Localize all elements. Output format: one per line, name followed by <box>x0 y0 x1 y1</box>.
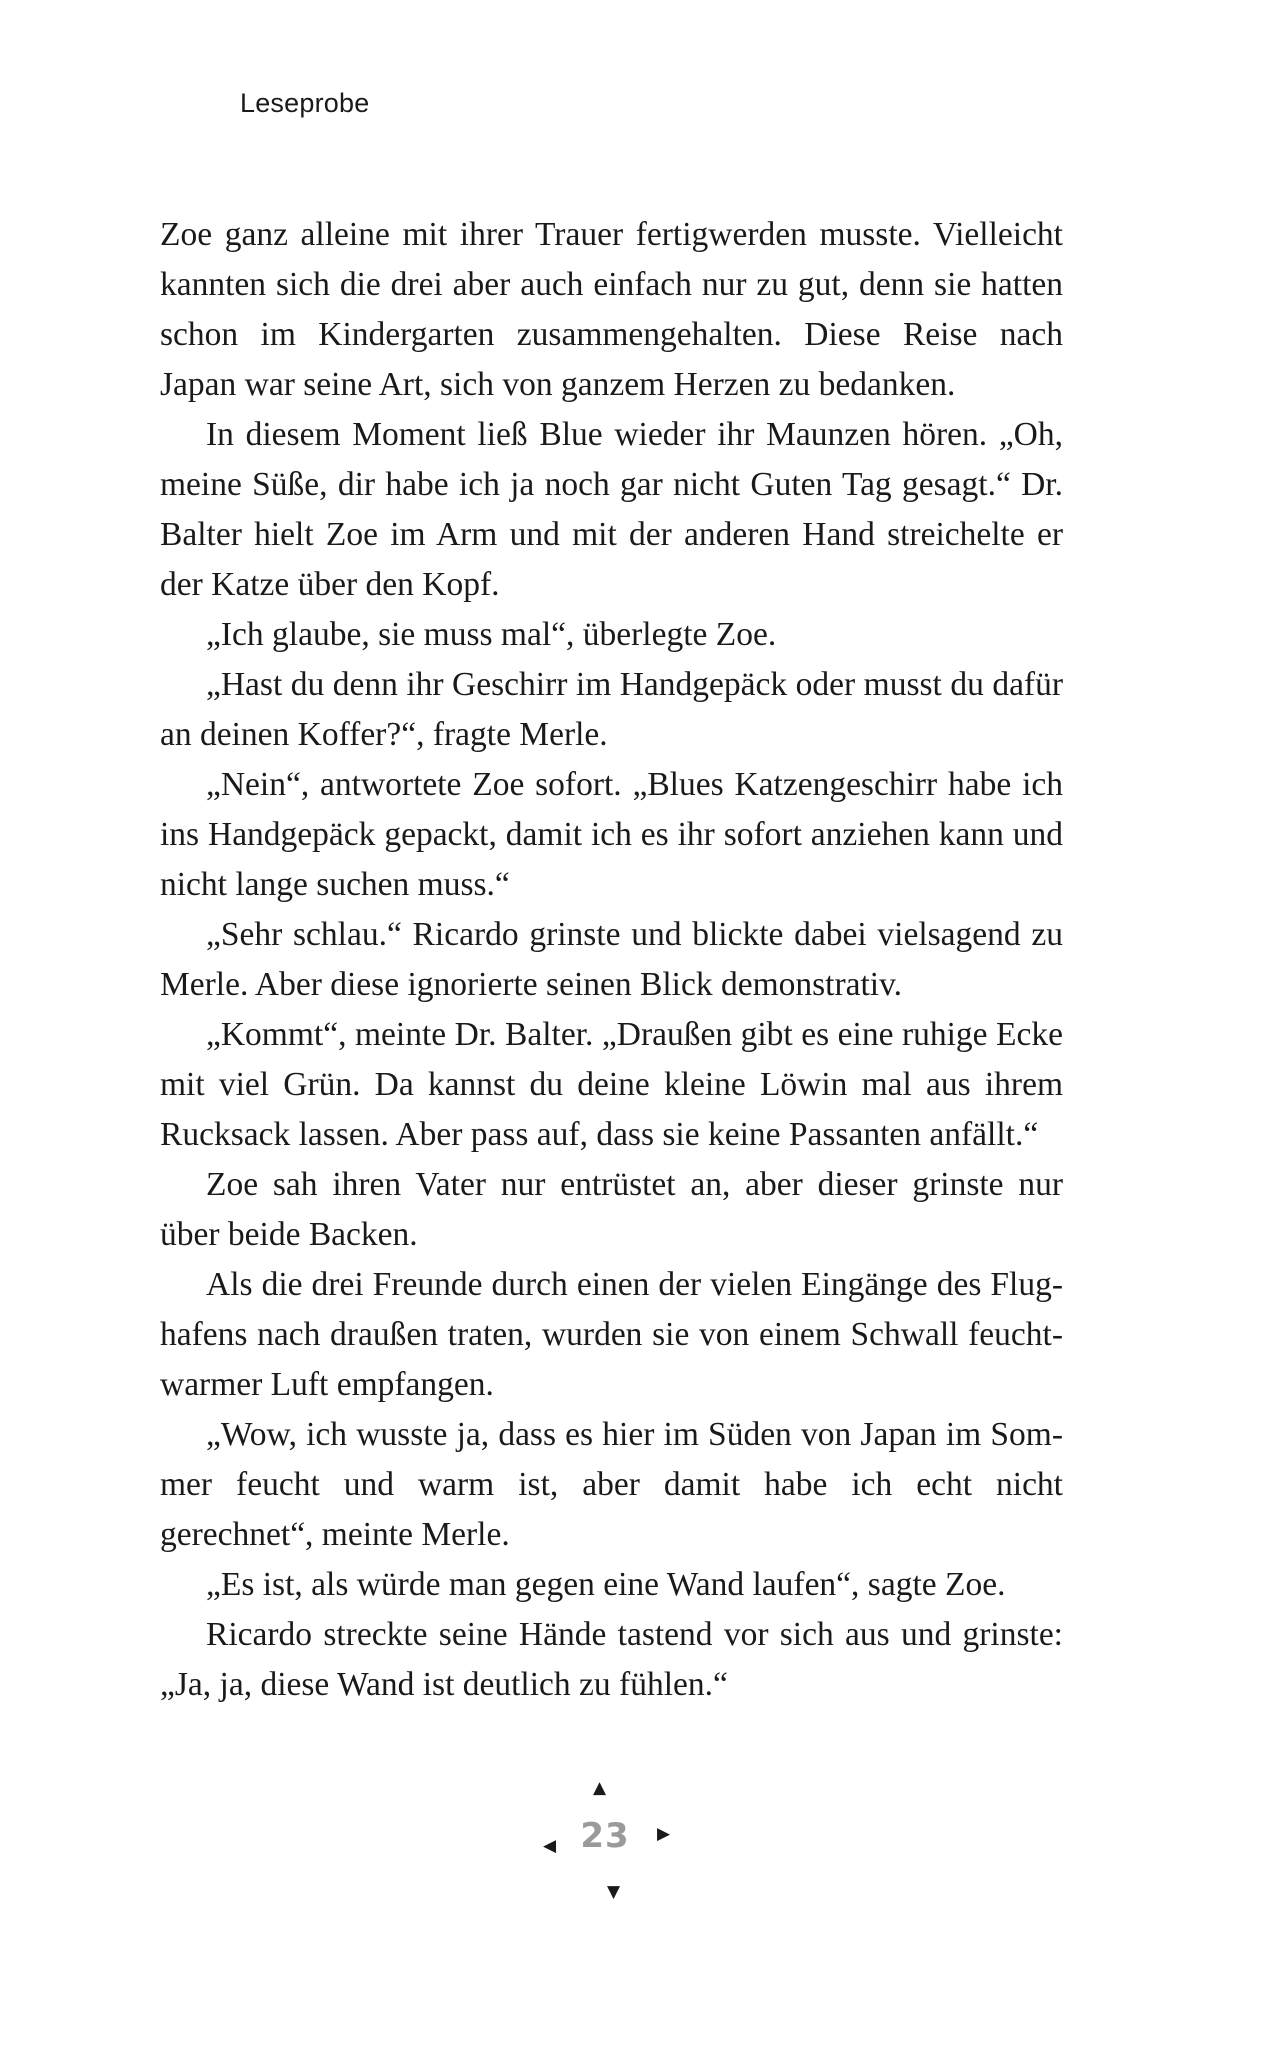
paragraph-9: Als die drei Freunde durch einen der vielen Eingänge des Flughafens nach draußen traten, wurden sie von einem Schwall feuchtwarmer Luft empfangen. <box>160 1266 1063 1403</box>
paragraph-8: Zoe sah ihren Vater nur entrüstet an, aber dieser grinste nur über beide Backen. <box>160 1166 1063 1253</box>
paragraph-10: „Wow, ich wusste ja, dass es hier im Süden von Japan im Sommer feucht und warm ist, aber damit habe ich echt nicht gerechnet“, meinte Merle. <box>160 1416 1063 1553</box>
paragraph-1: Zoe ganz alleine mit ihrer Trauer fertigwerden musste. Vielleicht kannten sich die drei aber auch einfach nur zu gut, denn sie hatten schon im Kindergarten zusammengehalten. Diese Reise nach Japan war seine Art, sich von ganzem Herzen zu bedanken. <box>160 216 1063 403</box>
paragraph-4: „Hast du denn ihr Geschirr im Handgepäck oder musst du dafür an deinen Koffer?“, fragte Merle. <box>160 666 1063 753</box>
triangle-right-icon: ▶ <box>657 1824 671 1844</box>
triangle-up-icon: ▲ <box>593 1778 607 1798</box>
running-header: Leseprobe <box>240 88 370 118</box>
paragraph-11: „Es ist, als würde man gegen eine Wand laufen“, sagte Zoe. <box>206 1566 1006 1603</box>
paragraph-12: Ricardo streckte seine Hände tastend vor sich aus und grinste: „Ja, ja, diese Wand ist deutlich zu fühlen.“ <box>160 1616 1063 1703</box>
paragraph-2: In diesem Moment ließ Blue wieder ihr Maunzen hören. „Oh, meine Süße, dir habe ich ja noch gar nicht Guten Tag gesagt.“ Dr. Balter hielt Zoe im Arm und mit der anderen Hand streichelte er der Katze über den Kopf. <box>160 416 1063 603</box>
paragraph-3: „Ich glaube, sie muss mal“, überlegte Zoe. <box>206 616 777 653</box>
paragraph-7: „Kommt“, meinte Dr. Balter. „Draußen gibt es eine ruhige Ecke mit viel Grün. Da kannst du deine kleine Löwin mal aus ihrem Rucksack lassen. Aber pass auf, dass sie keine Passanten anfällt.“ <box>160 1016 1063 1153</box>
triangle-down-icon: ▼ <box>607 1882 621 1902</box>
page-number-ornament <box>540 1768 670 1908</box>
body-text <box>160 210 1063 1710</box>
triangle-left-icon: ◀ <box>543 1836 557 1856</box>
paragraph-6: „Sehr schlau.“ Ricardo grinste und blickte dabei vielsagend zu Merle. Aber diese ignorierte seinen Blick demonstrativ. <box>160 916 1063 1003</box>
paragraph-5: „Nein“, antwortete Zoe sofort. „Blues Katzengeschirr habe ich ins Handgepäck gepackt, damit ich es ihr sofort anziehen kann und nicht lange suchen muss.“ <box>160 766 1063 903</box>
page-number: 23 <box>580 1816 630 1856</box>
